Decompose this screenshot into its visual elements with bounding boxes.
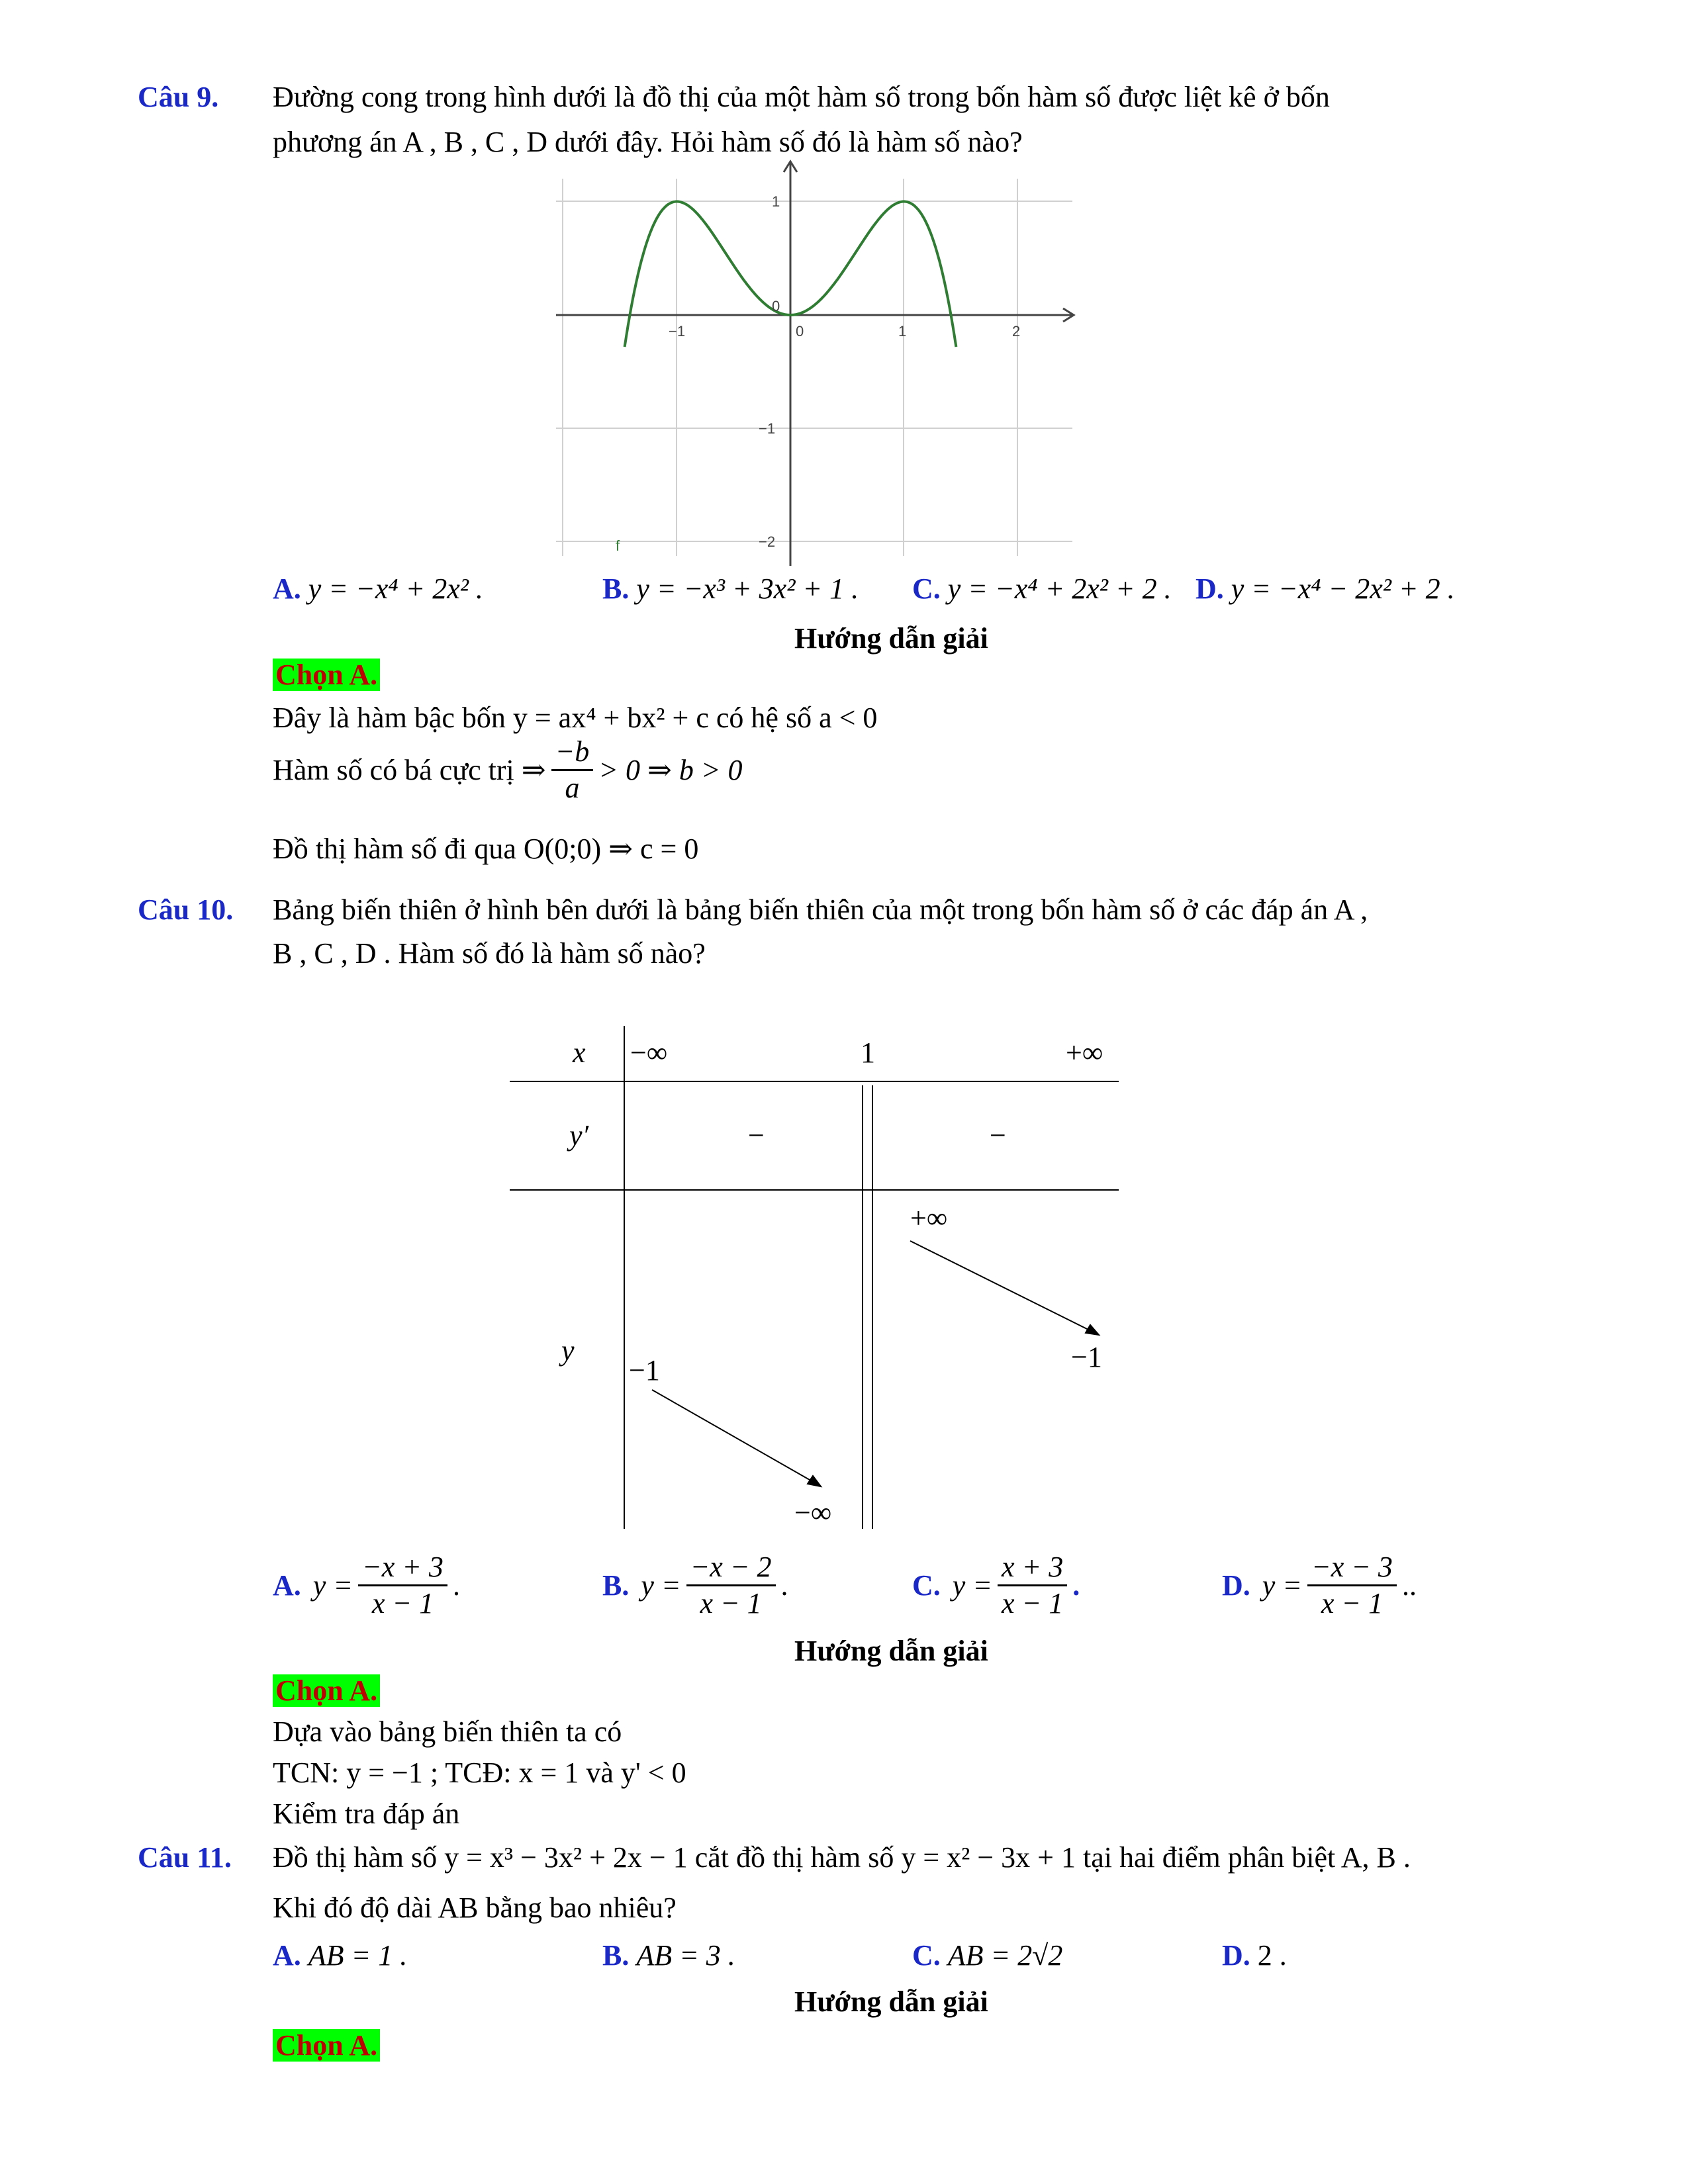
q11-option-a-text: AB = 1 .: [308, 1939, 408, 1972]
q11-option-d-text: 2 .: [1257, 1939, 1287, 1972]
q11-option-c-label: C.: [912, 1939, 941, 1972]
q10-option-d: [1222, 1551, 1417, 1620]
y-tick: 0: [772, 298, 780, 314]
table-y-left-bottom: −∞: [794, 1496, 832, 1529]
y-tick: −1: [759, 420, 776, 437]
table-y-right-bottom: −1: [1071, 1341, 1102, 1373]
table-y-right-top: +∞: [910, 1202, 948, 1234]
q10-option-d-fraction: $\frac{-x - 3}{x - 1}$: [1307, 1551, 1397, 1620]
q9-solution-line2: [273, 736, 743, 805]
q10-answer: Chọn A.: [273, 1674, 380, 1708]
q11-number: Câu 11.: [138, 1841, 232, 1874]
q9-option-d: [1196, 572, 1455, 606]
y-tick: 1: [772, 193, 780, 210]
q10-option-c-y: y =: [952, 1569, 993, 1602]
q10-option-c-end: .: [1072, 1569, 1080, 1602]
q9-option-a-text: y = −x⁴ + 2x² .: [308, 572, 483, 605]
q9-answer: Chọn A.: [273, 659, 380, 692]
q9-line2-prefix: Hàm số có bá cực trị ⇒: [273, 753, 546, 786]
q10-option-a: [273, 1551, 460, 1620]
q10-option-b: [602, 1551, 788, 1620]
q10-option-c-fraction: $\frac{x + 3}{x - 1}$: [998, 1551, 1067, 1620]
graph-grid: [556, 179, 1072, 556]
q11-option-d-label: D.: [1222, 1939, 1250, 1972]
x-tick: 0: [796, 323, 804, 340]
q11-option-b-label: B.: [602, 1939, 630, 1972]
q10-solution-line1: Dựa vào bảng biến thiên ta có: [273, 1715, 622, 1748]
table-yprime-label: y′: [569, 1119, 589, 1152]
q10-option-a-label: A.: [273, 1569, 301, 1602]
table-x-label: x: [573, 1036, 586, 1069]
q9-option-b: [602, 572, 859, 606]
q11-option-b: [602, 1939, 735, 1973]
q10-number: Câu 10.: [138, 893, 234, 926]
q9-solution-line3: Đồ thị hàm số đi qua O(0;0) ⇒ c = 0: [273, 833, 699, 865]
q9-option-b-text: y = −x³ + 3x² + 1 .: [636, 572, 859, 605]
q9-option-a-label: A.: [273, 572, 301, 605]
q9-option-c-label: C.: [912, 572, 941, 605]
q10-option-a-y: y =: [312, 1569, 353, 1602]
q9-option-d-text: y = −x⁴ − 2x² + 2 .: [1231, 572, 1455, 605]
q10-option-d-label: D.: [1222, 1569, 1250, 1602]
q9-function-graph: [556, 159, 1086, 569]
q11-option-a: [273, 1939, 407, 1973]
q10-option-b-y: y =: [641, 1569, 681, 1602]
q10-option-c: [912, 1551, 1080, 1620]
q10-option-b-end: .: [780, 1569, 788, 1602]
q9-solution-heading: Hướng dẫn giải: [794, 622, 988, 655]
q9-solution-line1: Đây là hàm bậc bốn y = ax⁴ + bx² + c có hệ số a < 0: [273, 702, 878, 734]
q11-option-a-label: A.: [273, 1939, 301, 1972]
q10-option-d-y: y =: [1262, 1569, 1303, 1602]
q9-text-line1: Đường cong trong hình dưới là đồ thị của một hàm số trong bốn hàm số được liệt kê ở bốn: [273, 81, 1330, 113]
table-yprime-left: −: [748, 1119, 765, 1152]
q10-option-d-end: ..: [1401, 1569, 1417, 1602]
q10-solution-line3: Kiểm tra đáp án: [273, 1797, 460, 1830]
q10-text-line2: B , C , D . Hàm số đó là hàm số nào?: [273, 937, 706, 970]
table-yprime-right: −: [990, 1119, 1006, 1152]
graph-axes: [556, 161, 1074, 566]
q11-answer: Chọn A.: [273, 2029, 380, 2063]
q11-option-c: [912, 1939, 1062, 1973]
q9-option-a: [273, 572, 483, 606]
q9-option-d-label: D.: [1196, 572, 1224, 605]
q11-option-c-text: AB = 2√2: [947, 1939, 1063, 1972]
q9-option-b-label: B.: [602, 572, 630, 605]
x-tick: 1: [898, 323, 907, 340]
q9-option-c: [912, 572, 1172, 606]
q9-line2-suffix: > 0 ⇒ b > 0: [598, 753, 743, 786]
q9-line2-fraction: $\frac{-b}{a}$: [551, 736, 594, 805]
q11-solution-heading: Hướng dẫn giải: [794, 1985, 988, 2018]
q10-option-c-label: C.: [912, 1569, 941, 1602]
x-tick: 2: [1012, 323, 1021, 340]
q9-number: Câu 9.: [138, 81, 219, 113]
q9-text-line2: phương án A , B , C , D dưới đây. Hỏi hàm số đó là hàm số nào?: [273, 126, 1023, 158]
table-y-label: y: [561, 1334, 575, 1367]
q11-option-b-text: AB = 3 .: [636, 1939, 735, 1972]
q10-option-a-end: .: [452, 1569, 460, 1602]
q10-text-line1: Bảng biến thiên ở hình bên dưới là bảng biến thiên của một trong bốn hàm số ở các đáp án A ,: [273, 893, 1368, 926]
q10-solution-heading: Hướng dẫn giải: [794, 1635, 988, 1667]
table-arrows: [652, 1241, 1099, 1486]
curve-label: f: [616, 537, 620, 554]
q11-option-d: [1222, 1939, 1287, 1973]
q10-variation-table: [503, 1013, 1139, 1542]
table-x-right: +∞: [1066, 1036, 1103, 1069]
q11-text-line1: Đồ thị hàm số y = x³ − 3x² + 2x − 1 cắt đồ thị hàm số y = x² − 3x + 1 tại hai điểm phân biệt A, B .: [273, 1841, 1411, 1874]
q10-option-b-label: B.: [602, 1569, 630, 1602]
q10-option-b-fraction: $\frac{-x - 2}{x - 1}$: [686, 1551, 776, 1620]
table-x-left: −∞: [630, 1036, 668, 1069]
table-y-left-top: −1: [629, 1354, 660, 1387]
table-x-mid: 1: [861, 1036, 875, 1069]
q10-solution-line2: TCN: y = −1 ; TCĐ: x = 1 và y' < 0: [273, 1756, 686, 1789]
q11-text-line2: Khi đó độ dài AB bằng bao nhiêu?: [273, 1891, 677, 1924]
y-tick: −2: [759, 533, 776, 550]
q9-option-c-text: y = −x⁴ + 2x² + 2 .: [947, 572, 1172, 605]
x-tick: −1: [669, 323, 686, 340]
q10-option-a-fraction: $\frac{-x + 3}{x - 1}$: [358, 1551, 447, 1620]
